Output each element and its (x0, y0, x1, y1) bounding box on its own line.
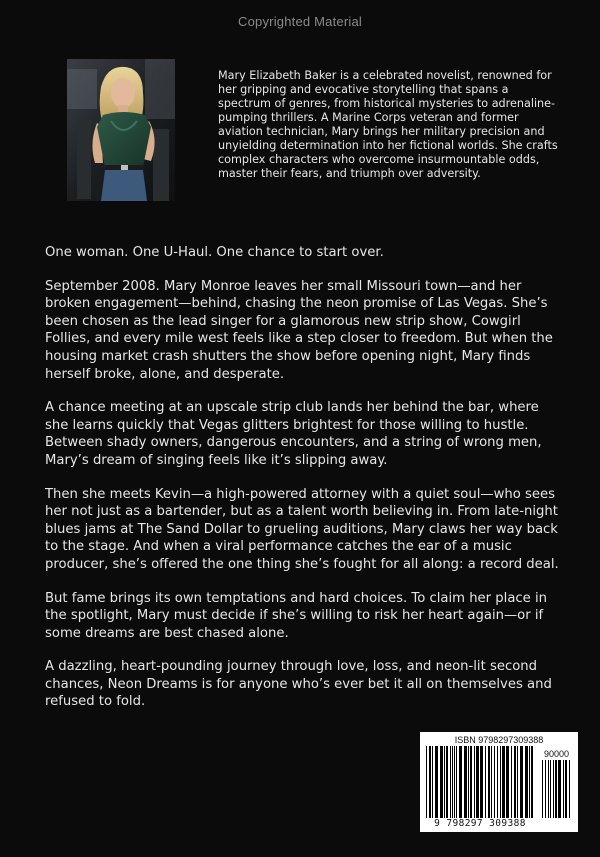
barcode-bar (468, 746, 469, 818)
barcode-bar (563, 760, 564, 818)
barcode-bar (558, 760, 561, 818)
price-code: 90000 (544, 749, 570, 759)
blurb-tagline: One woman. One U-Haul. One chance to start over. (45, 245, 384, 260)
barcode-bar (440, 746, 443, 818)
barcode-bar (480, 746, 483, 818)
barcode-bar (550, 760, 551, 818)
barcode-bar (517, 746, 518, 818)
barcode-bar (446, 746, 448, 818)
barcode-bar (548, 760, 549, 818)
barcode-icon (424, 746, 538, 818)
copyright-watermark: Copyrighted Material (238, 14, 362, 29)
blurb-paragraph: But fame brings its own temptations and hard choices. To claim her place in the spotlight, Mary must decide if she’s willing to risk her heart again—or if some dreams are best chased alone. (45, 590, 547, 641)
barcode-bar (456, 746, 457, 818)
barcode-bar (514, 746, 516, 818)
blurb-paragraph: A chance meeting at an upscale strip club lands her behind the bar, where she learns quickly that Vegas glitters brightest for those willing to hustle. Between shady owners, dangerous encounters, and a string of wrong men, Mary’s dream of singing feels like it’s slipping away. (45, 400, 542, 468)
barcode-bar (435, 746, 438, 818)
barcode-bar (485, 746, 486, 818)
barcode-bar (511, 746, 512, 818)
barcode-bar (450, 746, 451, 818)
book-blurb (45, 244, 565, 727)
barcode-bar (476, 746, 479, 818)
barcode-bar (470, 746, 472, 818)
barcode-bar (491, 746, 492, 818)
barcode-bar (452, 746, 453, 818)
barcode-bar (569, 760, 570, 818)
barcode-bar (502, 746, 505, 818)
barcode-bar (494, 746, 495, 818)
barcode-bar (432, 746, 433, 818)
barcode-bar (542, 760, 543, 818)
barcode-bar (555, 760, 557, 818)
barcode-bar (500, 746, 501, 818)
barcode-bar (545, 760, 546, 818)
barcode-bar (497, 746, 498, 818)
isbn-digits: 9 798297 309388 (434, 818, 526, 829)
blurb-closing: A dazzling, heart-pounding journey through love, loss, and neon-lit second chances, Neon Dreams is for anyone who’s ever bet it all on themselves and refused to fold. (45, 659, 552, 710)
addon-barcode-icon (540, 760, 574, 818)
barcode-bar (565, 760, 567, 818)
barcode-bar (474, 746, 475, 818)
barcode-bar (525, 746, 528, 818)
barcode-bar (459, 746, 462, 818)
author-bio: Mary Elizabeth Baker is a celebrated novelist, renowned for her gripping and evocative storytelling that spans a spectrum of genres, from historical mysteries to adrenaline-pumping thrillers. A Marine Corps veteran and former aviation technician, Mary brings her military precision and unyielding determination into her fictional worlds. She crafts complex characters who overcome insurmountable odds, master their fears, and triumph over adversity. (218, 69, 558, 180)
author-portrait-icon (67, 59, 175, 201)
barcode-bar (464, 746, 467, 818)
barcode-bar (520, 746, 523, 818)
barcode-bar (426, 746, 427, 818)
barcode-bar (529, 746, 530, 818)
barcode-bar (531, 746, 533, 818)
barcode-bar (444, 746, 445, 818)
isbn-label: ISBN 9798297309388 (454, 735, 544, 745)
barcode-bar (488, 746, 490, 818)
barcode-bar (506, 746, 509, 818)
barcode-bar (553, 760, 554, 818)
barcode-bar (429, 746, 431, 818)
blurb-paragraph: Then she meets Kevin—a high-powered attorney with a quiet soul—who sees her not just as a bartender, but as a talent worth believing in. From late-night blues jams at The Sand Dollar to grueling auditions, Mary claws her way back to the stage. And when a viral performance catches the ear of a music producer, she’s offered the one thing she’s fought for all along: a record deal. (45, 486, 559, 572)
barcode-bar (454, 746, 455, 818)
blurb-paragraph: September 2008. Mary Monroe leaves her small Missouri town—and her broken engagement—behind, chasing the neon promise of Las Vegas. She’s been chosen as the lead singer for a glamorous new strip show, Cowgirl Follies, and every mile west feels like a step closer to freedom. But when the housing market crash shutters the show before opening night, Mary finds herself broke, alone, and desperate. (45, 278, 553, 382)
isbn-barcode-box (420, 732, 578, 832)
author-photo (67, 59, 175, 201)
